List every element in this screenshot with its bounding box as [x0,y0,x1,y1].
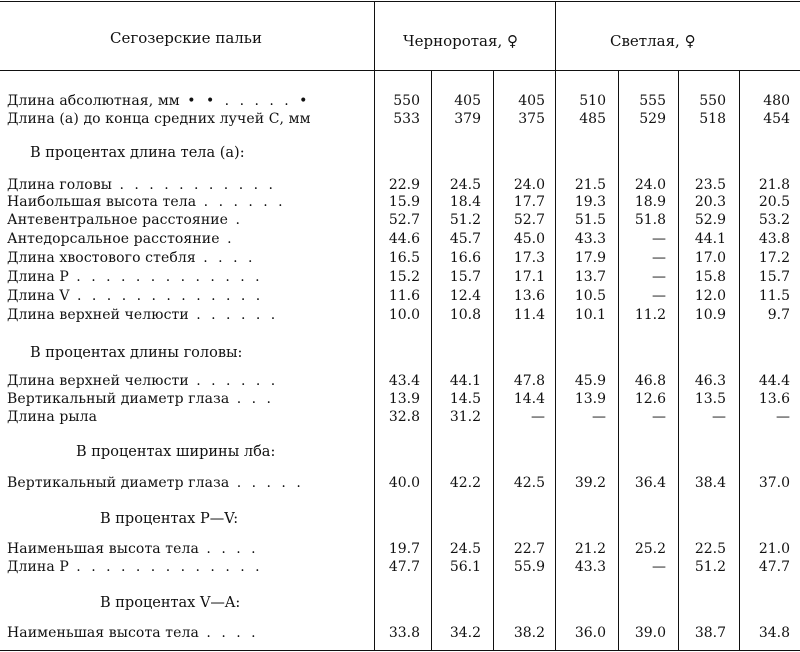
table-cell: 47.7 [758,559,790,575]
table-cell: 11.6 [388,288,420,304]
table-cell: 32.8 [388,409,420,425]
table-cell: 51.5 [574,212,606,228]
table-cell: 42.2 [449,475,481,491]
table-cell: 25.2 [634,541,666,557]
table-cell: 17.2 [758,250,790,266]
table-cell: 17.0 [694,250,726,266]
table-cell: — [652,269,666,285]
table-cell: 13.7 [574,269,606,285]
table-cell: 24.0 [513,177,545,193]
row-label: Вертикальный диаметр глаза . . . . . [7,475,304,491]
table-cell: — [652,288,666,304]
table-cell: 23.5 [694,177,726,193]
table-cell: 22.7 [513,541,545,557]
row-label: Антевентральное расстояние . [7,212,243,228]
table-cell: 15.9 [388,194,420,210]
table-cell: 16.6 [449,250,481,266]
table-cell: — [652,231,666,247]
table-cell: 12.6 [634,391,666,407]
table-cell: 21.2 [574,541,606,557]
table-cell: 11.2 [634,307,666,323]
table-cell: — [592,409,606,425]
section-heading: В процентах V—A: [100,595,241,611]
table-cell: 13.6 [758,391,790,407]
table-cell: 51.2 [449,212,481,228]
table-cell: 44.1 [694,231,726,247]
table-cell: 555 [639,93,666,109]
table-cell: 454 [763,111,790,127]
table-cell: 36.4 [634,475,666,491]
table-cell: 34.2 [449,625,481,641]
table-cell: 39.0 [634,625,666,641]
table-cell: 39.2 [574,475,606,491]
table-cell: 550 [393,93,420,109]
row-label: Длина Р . . . . . . . . . . . . . [7,559,263,575]
table-cell: 17.9 [574,250,606,266]
table-cell: 14.4 [513,391,545,407]
table-cell: 17.7 [513,194,545,210]
row-label: Наибольшая высота тела . . . . . . [7,194,286,210]
table-cell: 44.6 [388,231,420,247]
column-divider [493,70,494,651]
section-heading: В процентах длина тела (а): [30,145,245,161]
table-cell: 10.0 [388,307,420,323]
row-label: Длина верхней челюсти . . . . . . [7,307,279,323]
table-cell: — [712,409,726,425]
table-cell: 15.7 [449,269,481,285]
table-cell: 550 [699,93,726,109]
table-cell: 12.4 [449,288,481,304]
column-divider [739,70,740,651]
table-cell: 46.8 [634,373,666,389]
table-cell: 44.1 [449,373,481,389]
column-divider [678,70,679,651]
table-cell: 51.2 [694,559,726,575]
table-cell: 18.9 [634,194,666,210]
row-label: Длина верхней челюсти . . . . . . [7,373,279,389]
table-cell: 52.9 [694,212,726,228]
table-cell: 44.4 [758,373,790,389]
table-cell: 11.4 [513,307,545,323]
table-cell: 24.5 [449,541,481,557]
top-rule [0,1,800,2]
table-cell: 46.3 [694,373,726,389]
table-cell: 51.8 [634,212,666,228]
table-cell: 38.2 [513,625,545,641]
table-cell: 529 [639,111,666,127]
table-cell: 43.3 [574,231,606,247]
row-label: Длина рыла [7,409,98,425]
table-cell: 21.0 [758,541,790,557]
table-cell: 45.0 [513,231,545,247]
group-header-chernorotaya: Черноротая, ♀ [403,32,518,50]
table-cell: 405 [518,93,545,109]
table-cell: 13.9 [388,391,420,407]
table-cell: 13.9 [574,391,606,407]
row-label: Длина V . . . . . . . . . . . . . [7,288,264,304]
table-cell: 40.0 [388,475,420,491]
table-cell: 379 [454,111,481,127]
header-rule [0,70,800,71]
table-cell: 17.1 [513,269,545,285]
table-cell: 485 [579,111,606,127]
table-cell: 375 [518,111,545,127]
table-cell: 11.5 [758,288,790,304]
column-divider [618,70,619,651]
label-column-divider [374,1,375,651]
table-cell: 533 [393,111,420,127]
table-cell: 10.5 [574,288,606,304]
table-cell: 20.5 [758,194,790,210]
table-cell: 15.2 [388,269,420,285]
table-cell: 518 [699,111,726,127]
table-cell: 21.5 [574,177,606,193]
table-cell: — [531,409,545,425]
table-cell: 24.5 [449,177,481,193]
section-heading: В процентах Р—V: [100,511,239,527]
table-cell: 13.5 [694,391,726,407]
table-cell: 36.0 [574,625,606,641]
table-cell: 34.8 [758,625,790,641]
table-cell: 52.7 [513,212,545,228]
table-cell: — [652,409,666,425]
table-cell: 33.8 [388,625,420,641]
table-cell: 47.7 [388,559,420,575]
table-cell: 14.5 [449,391,481,407]
row-label: Длина Р . . . . . . . . . . . . . [7,269,263,285]
bottom-rule [0,650,800,651]
table-cell: 21.8 [758,177,790,193]
table-cell: 480 [763,93,790,109]
table-cell: 9.7 [767,307,790,323]
section-heading: В процентах ширины лба: [76,444,276,460]
table-cell: 22.9 [388,177,420,193]
table-cell: 42.5 [513,475,545,491]
table-cell: 24.0 [634,177,666,193]
row-label: Длина головы . . . . . . . . . . . [7,177,276,193]
table-cell: — [776,409,790,425]
table-cell: 43.4 [388,373,420,389]
table-cell: 56.1 [449,559,481,575]
row-label: Антедорсальное расстояние . [7,231,235,247]
table-cell: 15.7 [758,269,790,285]
table-cell: 10.8 [449,307,481,323]
column-divider [431,70,432,651]
table-cell: 15.8 [694,269,726,285]
table-cell: 43.8 [758,231,790,247]
section-heading: В процентах длины головы: [30,345,243,361]
table-cell: 38.7 [694,625,726,641]
table-cell: 405 [454,93,481,109]
row-label: Длина (а) до конца средних лучей С, мм [7,111,311,127]
row-label: Длина хвостового стебля . . . . [7,250,256,266]
table-cell: 20.3 [694,194,726,210]
table-cell: 53.2 [758,212,790,228]
row-label: Наименьшая высота тела . . . . [7,541,259,557]
table-cell: 45.7 [449,231,481,247]
row-label: Длина абсолютная, мм • • . . . . . • [7,93,311,109]
table-cell: 38.4 [694,475,726,491]
table-cell: 17.3 [513,250,545,266]
table-cell: 12.0 [694,288,726,304]
table-cell: 52.7 [388,212,420,228]
table-cell: 19.3 [574,194,606,210]
table-title: Сегозерские пальи [110,29,262,47]
table-cell: 10.1 [574,307,606,323]
table-cell: 10.9 [694,307,726,323]
table-cell: 18.4 [449,194,481,210]
table-cell: 16.5 [388,250,420,266]
table-cell: 31.2 [449,409,481,425]
table-cell: 19.7 [388,541,420,557]
table-cell: 45.9 [574,373,606,389]
table-cell: 22.5 [694,541,726,557]
row-label: Вертикальный диаметр глаза . . . [7,391,274,407]
table-cell: 37.0 [758,475,790,491]
table-cell: 510 [579,93,606,109]
table-cell: 43.3 [574,559,606,575]
table-cell: — [652,559,666,575]
row-label: Наименьшая высота тела . . . . [7,625,259,641]
table-cell: 47.8 [513,373,545,389]
group-divider [555,1,556,651]
table-cell: 13.6 [513,288,545,304]
table-cell: — [652,250,666,266]
table-cell: 55.9 [513,559,545,575]
group-header-svetlaya: Светлая, ♀ [610,32,696,50]
